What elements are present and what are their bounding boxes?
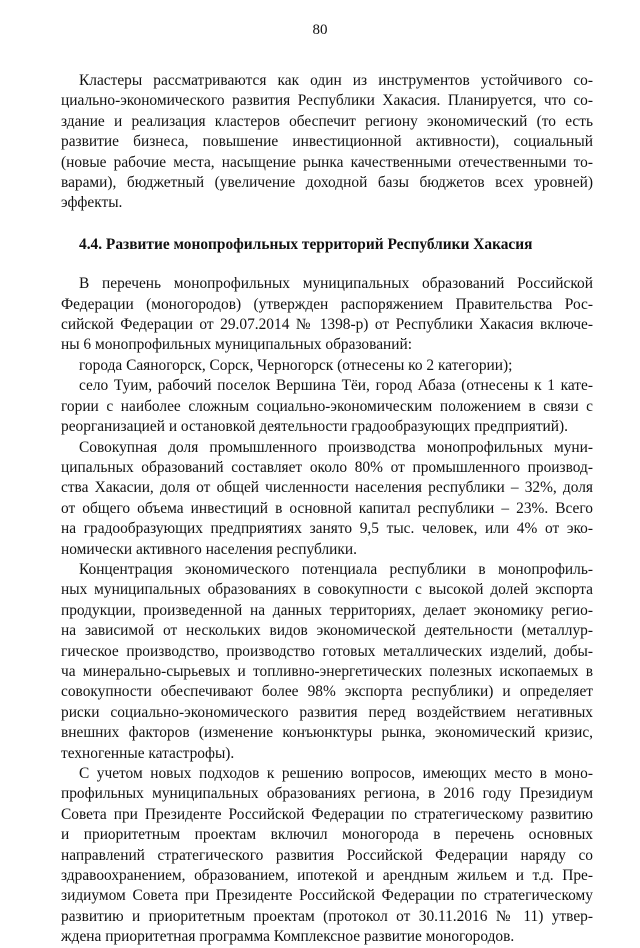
text-line: ных муниципальных образованиях в совокупности с высокой долей экспорта xyxy=(61,581,593,599)
page-content xyxy=(61,71,593,948)
paragraph-presidium-program xyxy=(61,764,593,948)
text-line: номически активного населения республики. xyxy=(61,540,357,558)
text-line: эффекты. xyxy=(61,194,123,212)
text-line: на градообразующих предприятиях занято 9,5 тыс. человек, или 4% от эко- xyxy=(61,520,593,538)
text-line: ча минерально-сырьевых и топливно-энергетических полезных ископаемых в xyxy=(61,662,593,680)
text-line: сийской Федерации от 29.07.2014 № 1398-р) от Республики Хакасия включе- xyxy=(61,316,593,334)
text-line: село Туим, рабочий поселок Вершина Тёи, город Абаза (отнесены к 1 кате- xyxy=(79,377,593,395)
text-line: города Саяногорск, Сорск, Черногорск (отнесены ко 2 категории); xyxy=(79,356,513,374)
paragraph-clusters xyxy=(61,71,593,214)
text-line: циально-экономического развития Республики Хакасия. Планируется, что со- xyxy=(61,92,593,110)
paragraph-industry-share xyxy=(61,438,593,560)
text-line: зидиумом Совета при Президенте Российской Федерации по стратегическому xyxy=(61,887,593,905)
section-heading: 4.4. Развитие монопрофильных территорий Республики Хакасия xyxy=(79,235,533,253)
text-line: продукции, произведенной на данных территориях, делает экономику регио- xyxy=(61,601,593,619)
text-line: В перечень монопрофильных муниципальных образований Российской xyxy=(79,275,593,293)
paragraph-category-2 xyxy=(61,356,593,376)
paragraph-category-1 xyxy=(61,376,593,437)
text-line: ны 6 монопрофильных муниципальных образований: xyxy=(61,336,413,354)
text-line: гическое производство, производство готовых металлических изделий, добы- xyxy=(61,642,593,660)
text-line: совокупности обеспечивают более 98% экспорта республики) и определяет xyxy=(61,683,593,701)
text-line: здание и реализация кластеров обеспечит региону экономический (то есть xyxy=(61,112,593,130)
paragraph-monotowns-list xyxy=(61,274,593,356)
text-line: от общего объема инвестиций в основной капитал республики – 23%. Всего xyxy=(61,499,593,517)
text-line: (новые рабочие места, насыщение рынка качественными отечественными то- xyxy=(61,153,593,171)
text-line: гории с наиболее сложным социально-экономическим положением в связи с xyxy=(61,397,593,415)
text-line: Совета при Президенте Российской Федерации по стратегическому развитию xyxy=(61,805,593,823)
text-line: здравоохранением, образованием, ипотекой и арендным жильем и т.д. Пре- xyxy=(61,867,593,885)
text-line: внешних факторов (изменение конъюнктуры рынка, экономический кризис, xyxy=(61,724,593,742)
text-line: развитию и приоритетным проектам (протокол от 30.11.2016 № 11) утвер- xyxy=(61,907,593,925)
text-line: С учетом новых подходов к решению вопросов, имеющих место в моно- xyxy=(79,765,593,782)
page-number: 80 xyxy=(312,22,328,38)
text-line: реорганизацией и остановкой деятельности градообразующих предприятий). xyxy=(61,418,569,436)
text-line: ства Хакасии, доля от общей численности населения республики – 32%, доля xyxy=(61,479,593,497)
text-line: и приоритетным проектам включил моногорода в перечень основных xyxy=(61,826,593,844)
text-line: профильных муниципальных образованиях региона, в 2016 году Президиум xyxy=(61,785,593,803)
text-line: развитие бизнеса, повышение инвестиционной активности), социальный xyxy=(61,133,593,151)
text-line: варами), бюджетный (увеличение доходной базы бюджетов всех уровней) xyxy=(61,174,593,192)
text-line: ципальных образований составляет около 80% от промышленного производ- xyxy=(61,458,593,476)
text-line: на зависимой от нескольких видов экономической деятельности (металлур- xyxy=(61,622,593,640)
text-line: Совокупная доля промышленного производства монопрофильных муни- xyxy=(79,438,593,456)
text-line: Федерации (моногородов) (утвержден распоряжением Правительства Рос- xyxy=(61,295,593,313)
text-line: техногенные катастрофы). xyxy=(61,744,235,762)
text-line: Концентрация экономического потенциала республики в монопрофиль- xyxy=(79,560,593,578)
text-line: риски социально-экономического развития перед воздействием негативных xyxy=(61,703,593,721)
text-line: Кластеры рассматриваются как один из инструментов устойчивого со- xyxy=(79,72,593,89)
paragraph-economic-concentration xyxy=(61,560,593,764)
text-line: направлений стратегического развития Российской Федерации наряду со xyxy=(61,846,593,864)
text-line: ждена приоритетная программа Комплексное развитие моногородов. xyxy=(61,928,515,946)
